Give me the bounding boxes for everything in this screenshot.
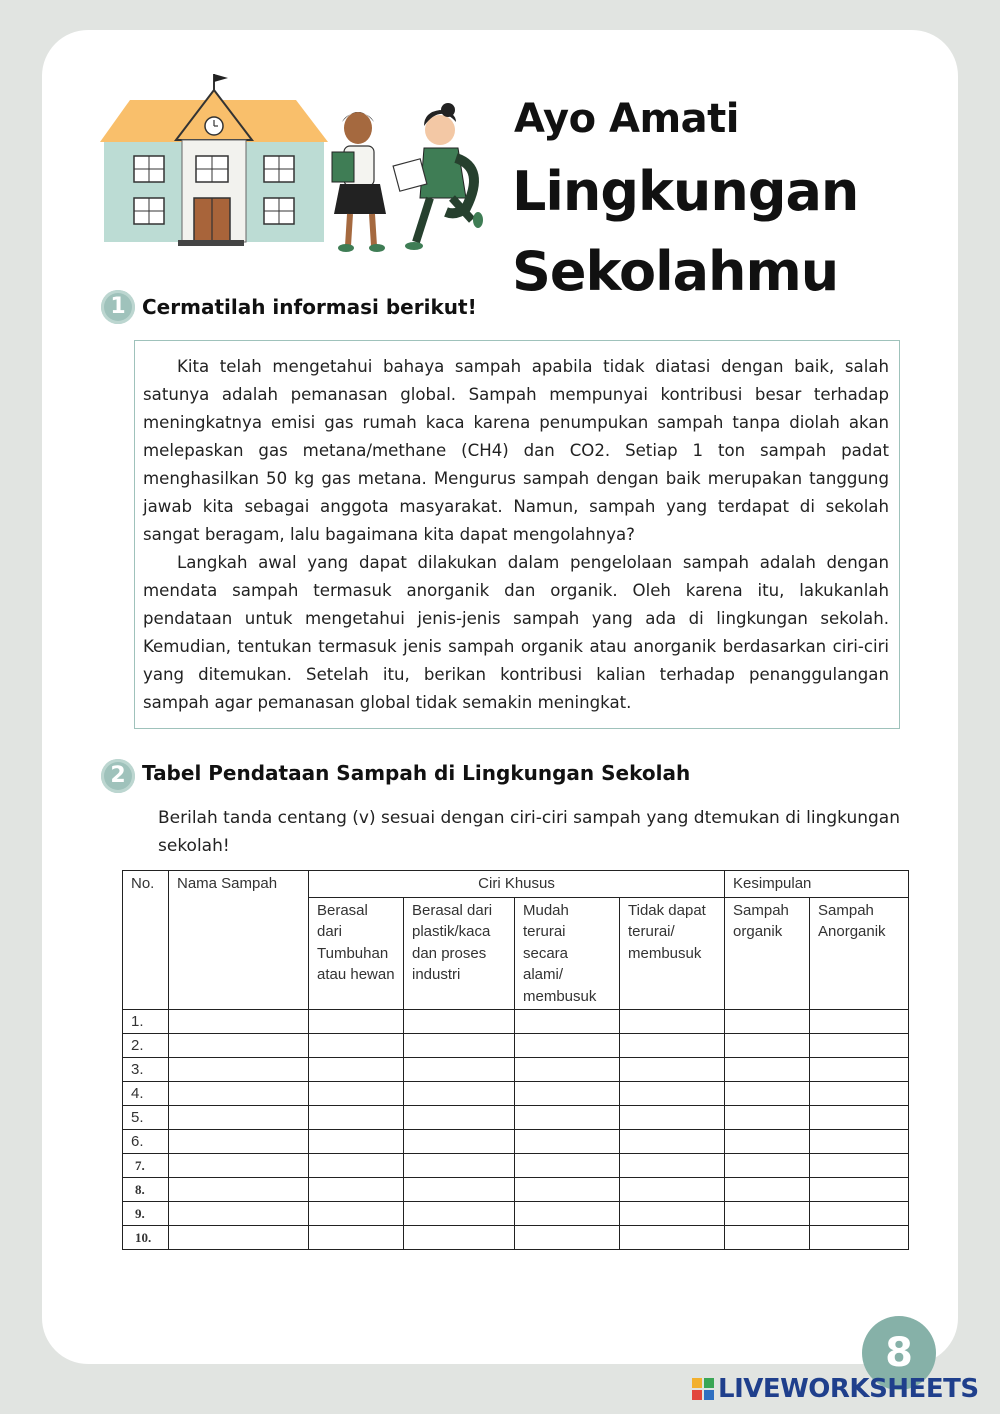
cell-check[interactable]: [309, 1130, 404, 1154]
row-number: 3.: [123, 1058, 169, 1082]
cell-check[interactable]: [725, 1106, 810, 1130]
cell-check[interactable]: [404, 1154, 515, 1178]
cell-check[interactable]: [725, 1130, 810, 1154]
table-row: [123, 1106, 909, 1130]
cell-check[interactable]: [515, 1178, 620, 1202]
liveworksheets-text: LIVEWORKSHEETS: [718, 1374, 979, 1404]
cell-check[interactable]: [810, 1130, 909, 1154]
cell-check[interactable]: [309, 1226, 404, 1250]
section-1-title: Cermatilah informasi berikut!: [142, 295, 477, 319]
info-paragraph-1: Kita telah mengetahui bahaya sampah apabila tidak diatasi dengan baik, salah satunya adalah pemanasan global. Sampah mempunyai kontribusi besar terhadap meningkatnya emisi gas rumah kaca karena penumpukan sampah tanpa diolah akan melepaskan gas metana/methane (CH4) dan CO2. Setiap 1 ton sampah padat menghasilkan 50 kg gas metana. Mengurus sampah dengan baik merupakan tanggung jawab kita sebagai anggota masyarakat. Namun, sampah yang terdapat di sekolah sangat beragam, lalu bagaimana kita dapat mengolahnya?: [143, 357, 889, 544]
cell-check[interactable]: [404, 1130, 515, 1154]
row-number: 1.: [123, 1010, 169, 1034]
cell-nama[interactable]: [169, 1226, 309, 1250]
waste-data-table: [122, 870, 909, 1250]
cell-check[interactable]: [404, 1034, 515, 1058]
cell-check[interactable]: [810, 1154, 909, 1178]
row-number: 2.: [123, 1034, 169, 1058]
cell-check[interactable]: [515, 1082, 620, 1106]
header-tidak-terurai: Tidak dapat terurai/ membusuk: [620, 897, 725, 1010]
section-1-badge: 1: [101, 290, 135, 324]
table-row: [123, 1202, 909, 1226]
cell-check[interactable]: [404, 1106, 515, 1130]
header-sampah-anorganik: Sampah Anorganik: [810, 897, 909, 1010]
cell-check[interactable]: [725, 1154, 810, 1178]
cell-check[interactable]: [620, 1106, 725, 1130]
cell-check[interactable]: [309, 1010, 404, 1034]
row-number: 6.: [123, 1130, 169, 1154]
header-sampah-organik: Sampah organik: [725, 897, 810, 1010]
header-plastik-kaca: Berasal dari plastik/kaca dan proses industri: [404, 897, 515, 1010]
row-number: 5.: [123, 1106, 169, 1130]
cell-check[interactable]: [515, 1010, 620, 1034]
cell-check[interactable]: [309, 1034, 404, 1058]
cell-check[interactable]: [725, 1010, 810, 1034]
liveworksheets-icon: [692, 1378, 714, 1400]
cell-check[interactable]: [515, 1202, 620, 1226]
cell-nama[interactable]: [169, 1034, 309, 1058]
info-paragraph-2: Langkah awal yang dapat dilakukan dalam pengelolaan sampah adalah dengan mendata sampah termasuk anorganik dan organik. Oleh karena itu, lakukanlah pendataan untuk mengetahui jenis-jenis sampah yang ada di lingkungan sekolah. Kemudian, tentukan termasuk jenis sampah organik atau anorganik berdasarkan ciri-ciri yang ditemukan. Setelah itu, berikan kontribusi kalian terhadap penanggulangan sampah agar pemanasan global tidak semakin meningkat.: [143, 553, 889, 712]
table-row: [123, 1082, 909, 1106]
cell-check[interactable]: [620, 1202, 725, 1226]
cell-check[interactable]: [810, 1058, 909, 1082]
info-box: [134, 340, 900, 729]
cell-check[interactable]: [810, 1226, 909, 1250]
cell-check[interactable]: [404, 1226, 515, 1250]
cell-check[interactable]: [725, 1226, 810, 1250]
cell-check[interactable]: [404, 1202, 515, 1226]
cell-check[interactable]: [810, 1202, 909, 1226]
cell-check[interactable]: [620, 1226, 725, 1250]
table-row: [123, 1154, 909, 1178]
header-nama-sampah: Nama Sampah: [169, 871, 309, 1010]
title-line-2: Lingkungan: [512, 160, 859, 223]
page-number: 8: [862, 1316, 936, 1390]
cell-check[interactable]: [309, 1154, 404, 1178]
cell-check[interactable]: [725, 1034, 810, 1058]
cell-check[interactable]: [515, 1154, 620, 1178]
header-ciri-khusus: Ciri Khusus: [309, 871, 725, 898]
cell-check[interactable]: [515, 1058, 620, 1082]
cell-check[interactable]: [810, 1010, 909, 1034]
row-number: 7.: [123, 1154, 169, 1178]
cell-check[interactable]: [620, 1154, 725, 1178]
school-building-icon: [100, 74, 328, 246]
cell-check[interactable]: [620, 1130, 725, 1154]
header-tumbuhan-hewan: Berasal dari Tumbuhan atau hewan: [309, 897, 404, 1010]
row-number: 8.: [123, 1178, 169, 1202]
table-instruction: Berilah tanda centang (v) sesuai dengan ciri-ciri sampah yang dtemukan di lingkungan sekolah!: [158, 808, 900, 856]
title-line-3: Sekolahmu: [512, 240, 839, 303]
cell-check[interactable]: [309, 1106, 404, 1130]
cell-check[interactable]: [620, 1178, 725, 1202]
cell-check[interactable]: [725, 1058, 810, 1082]
cell-check[interactable]: [515, 1226, 620, 1250]
liveworksheets-logo[interactable]: [692, 1372, 979, 1406]
cell-check[interactable]: [309, 1082, 404, 1106]
header-mudah-terurai: Mudah terurai secara alami/ membusuk: [515, 897, 620, 1010]
cell-check[interactable]: [725, 1082, 810, 1106]
table-row: [123, 1130, 909, 1154]
cell-nama[interactable]: [169, 1106, 309, 1130]
section-2-badge: 2: [101, 759, 135, 793]
cell-check[interactable]: [404, 1178, 515, 1202]
row-number: 4.: [123, 1082, 169, 1106]
cell-check[interactable]: [725, 1202, 810, 1226]
table-row: [123, 1034, 909, 1058]
cell-check[interactable]: [620, 1010, 725, 1034]
cell-check[interactable]: [810, 1178, 909, 1202]
cell-check[interactable]: [515, 1106, 620, 1130]
cell-check[interactable]: [404, 1058, 515, 1082]
cell-nama[interactable]: [169, 1058, 309, 1082]
header-kesimpulan: Kesimpulan: [725, 871, 909, 898]
cell-check[interactable]: [309, 1058, 404, 1082]
row-number: 10.: [123, 1226, 169, 1250]
cell-check[interactable]: [620, 1034, 725, 1058]
cell-check[interactable]: [810, 1106, 909, 1130]
cell-check[interactable]: [404, 1010, 515, 1034]
cell-nama[interactable]: [169, 1202, 309, 1226]
header-no: No.: [123, 871, 169, 1010]
cell-nama[interactable]: [169, 1178, 309, 1202]
cell-check[interactable]: [309, 1178, 404, 1202]
cell-nama[interactable]: [169, 1154, 309, 1178]
cell-check[interactable]: [515, 1130, 620, 1154]
cell-check[interactable]: [515, 1034, 620, 1058]
school-illustration: [96, 70, 486, 260]
cell-check[interactable]: [725, 1178, 810, 1202]
cell-check[interactable]: [810, 1034, 909, 1058]
table-row: [123, 1058, 909, 1082]
table-row: [123, 1178, 909, 1202]
cell-check[interactable]: [404, 1082, 515, 1106]
cell-check[interactable]: [309, 1202, 404, 1226]
title-line-1: Ayo Amati: [514, 96, 739, 142]
cell-check[interactable]: [620, 1082, 725, 1106]
row-number: 9.: [123, 1202, 169, 1226]
cell-nama[interactable]: [169, 1010, 309, 1034]
student-boy-icon: [393, 103, 483, 250]
table-row: [123, 1010, 909, 1034]
student-girl-icon: [332, 112, 386, 252]
cell-check[interactable]: [620, 1058, 725, 1082]
cell-check[interactable]: [810, 1082, 909, 1106]
section-2-title: Tabel Pendataan Sampah di Lingkungan Sekolah: [142, 761, 691, 785]
cell-nama[interactable]: [169, 1082, 309, 1106]
table-row: [123, 1226, 909, 1250]
cell-nama[interactable]: [169, 1130, 309, 1154]
